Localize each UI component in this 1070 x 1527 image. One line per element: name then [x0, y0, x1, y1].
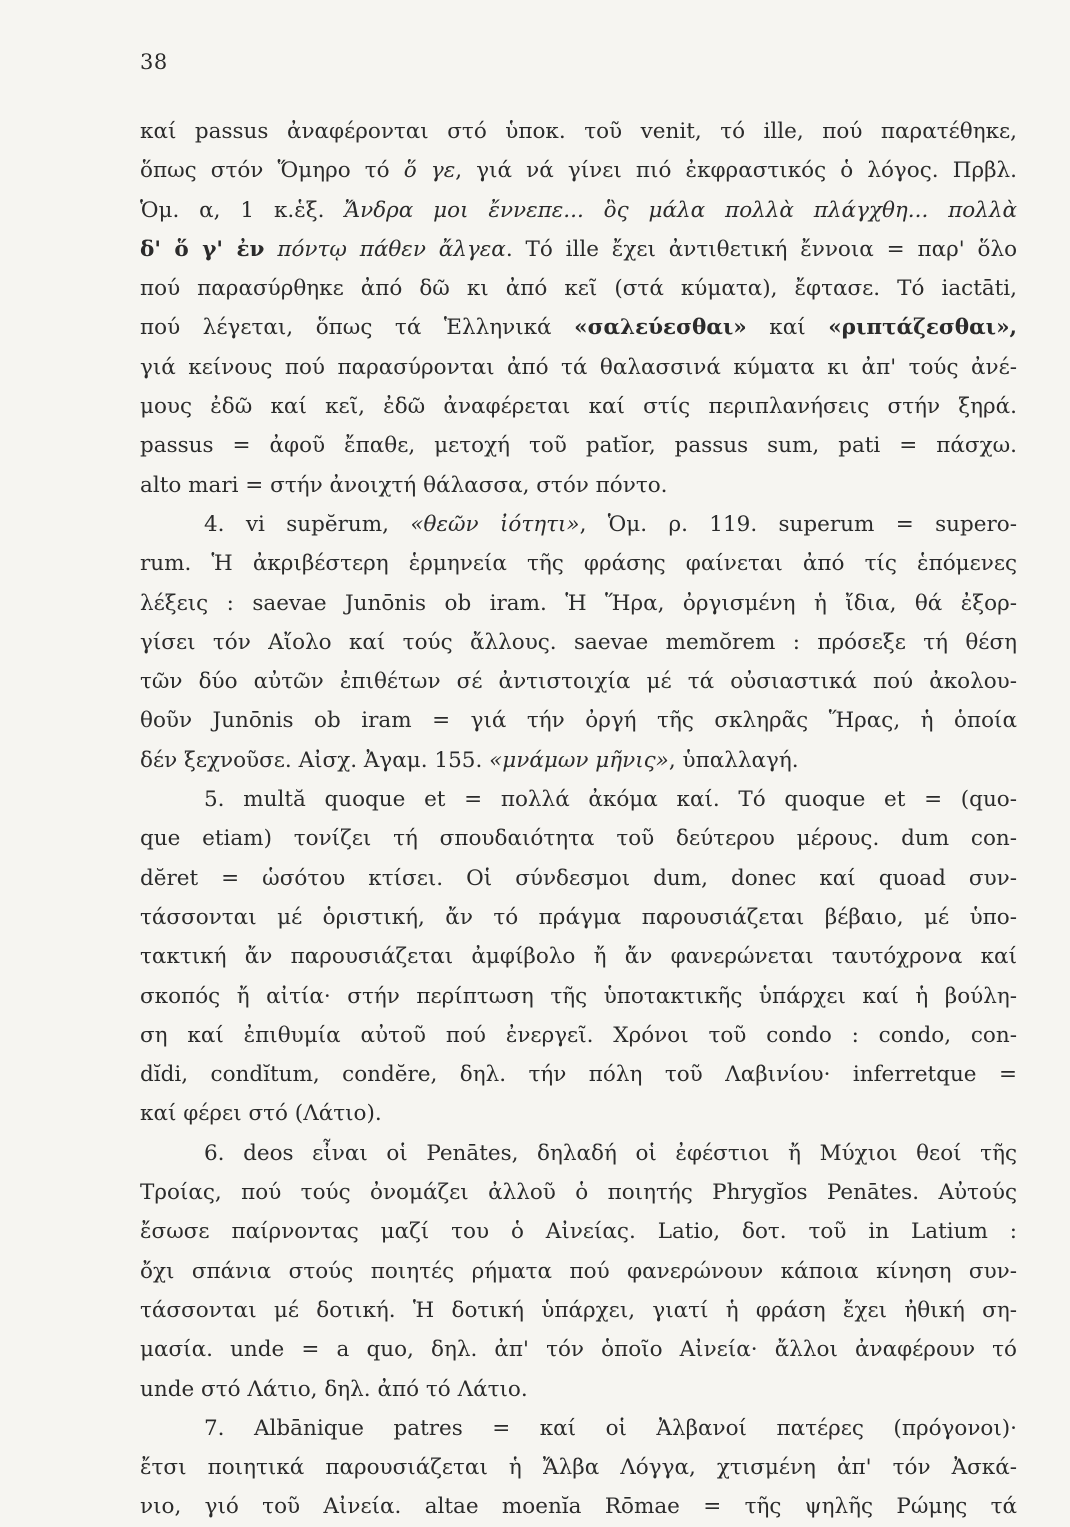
- text-segment: unde στό Λάτιο, δηλ. ἀπό τό Λάτιο.: [140, 1376, 528, 1402]
- text-line: [140, 1291, 1017, 1330]
- text-segment: alto mari = στήν ἀνοιχτή θάλασσα, στόν πόντο.: [140, 472, 668, 498]
- text-line: [140, 1173, 1017, 1212]
- text-segment: τάσσονται μέ δοτική. Ἡ δοτική ὑπάρχει, γιατί ἡ φράση ἔχει ἠθική ση-: [140, 1297, 1017, 1323]
- text-line: [140, 1370, 1017, 1409]
- text-body: [140, 112, 1017, 1527]
- page-number: 38: [140, 50, 168, 74]
- text-segment: δέν ξεχνοῦσε. Αἰσχ. Ἀγαμ. 155.: [140, 747, 490, 773]
- text-segment: τάσσονται μέ ὁριστική, ἄν τό πράγμα παρουσιάζεται βέβαιο, μέ ὑπο-: [140, 904, 1017, 930]
- text-line: [140, 780, 1017, 819]
- text-segment: passus = ἀφοῦ ἔπαθε, μετοχή τοῦ patĭor, passus sum, pati = πάσχω.: [140, 433, 1017, 459]
- text-segment: Ὁμ. α, 1 κ.ἑξ.: [140, 197, 345, 223]
- text-segment: Τροίας, πού τούς ὀνομάζει ἀλλοῦ ὁ ποιητής Phrygĭos Penātes. Αὐτούς: [140, 1180, 1017, 1206]
- text-segment: καί φέρει στό (Λάτιο).: [140, 1101, 382, 1127]
- text-line: [140, 819, 1017, 858]
- text-segment: νιο, γιό τοῦ Αἰνεία. altae moenĭa Rōmae = τῆς ψηλῆς Ρώμης τά: [140, 1494, 1017, 1520]
- text-line: [140, 584, 1017, 623]
- text-line: [140, 1016, 1017, 1055]
- text-segment: «θεῶν ἰότητι»: [410, 511, 580, 537]
- text-line: [140, 1487, 1017, 1526]
- text-segment: θοῦν Junōnis ob iram = γιά τήν ὀργή τῆς σκληρᾶς Ἥρας, ἡ ὁποία: [140, 708, 1017, 734]
- text-segment: 6. deos εἶναι οἱ Penātes, δηλαδή οἱ ἐφέστιοι ἤ Μύχιοι θεοί τῆς: [204, 1140, 1017, 1166]
- text-segment: ἔτσι ποιητικά παρουσιάζεται ἡ Ἄλβα Λόγγα, χτισμένη ἀπ' τόν Ἀσκά-: [140, 1455, 1017, 1481]
- text-segment: τῶν δύο αὐτῶν ἐπιθέτων σέ ἀντιστοιχία μέ τά οὐσιαστικά πού ἀκολου-: [140, 669, 1017, 695]
- text-line: [140, 1448, 1017, 1487]
- text-segment: . Τό ille ἔχει ἀντιθετική ἔννοια = παρ' ὅλο: [505, 236, 1017, 262]
- text-line: [140, 112, 1017, 151]
- text-line: [140, 544, 1017, 583]
- text-segment: καί passus ἀναφέρονται στό ὑποκ. τοῦ venit, τό ille, πού παρατέθηκε,: [140, 119, 1017, 144]
- text-segment: Ἄνδρα μοι ἔννεπε... ὃς μάλα πολλὰ πλάγχθη... πολλὰ: [344, 197, 1017, 223]
- text-segment: , ὑπαλλαγή.: [668, 747, 799, 773]
- text-segment: rum. Ἡ ἀκριβέστερη ἑρμηνεία τῆς φράσης φαίνεται ἀπό τίς ἑπόμενες: [140, 551, 1017, 577]
- text-line: [140, 1134, 1017, 1173]
- text-line: [140, 1094, 1017, 1133]
- text-segment: que etiam) τονίζει τή σπουδαιότητα τοῦ δεύτερου μέρους. dum con-: [140, 826, 1017, 852]
- text-segment: μους ἐδῶ καί κεῖ, ἐδῶ ἀναφέρεται καί στίς περιπλανήσεις στήν ξηρά.: [140, 394, 1017, 420]
- text-line: [140, 191, 1017, 230]
- text-line: [140, 269, 1017, 308]
- text-line: [140, 1055, 1017, 1094]
- text-line: [140, 151, 1017, 190]
- text-line: [140, 230, 1017, 269]
- text-segment: «ριπτάζεσθαι»,: [828, 315, 1017, 341]
- text-line: [140, 1212, 1017, 1251]
- text-line: [140, 977, 1017, 1016]
- text-line: [140, 426, 1017, 465]
- text-segment: 5. multă quoque et = πολλά ἀκόμα καί. Τό quoque et = (quo-: [204, 787, 1017, 813]
- text-segment: καί: [746, 315, 829, 341]
- text-line: [140, 662, 1017, 701]
- text-segment: dĕret = ὡσότου κτίσει. Οἱ σύνδεσμοι dum, donec καί quoad συν-: [140, 865, 1017, 891]
- text-line: [140, 898, 1017, 937]
- text-segment: ση καί ἐπιθυμία αὐτοῦ πού ἐνεργεῖ. Χρόνοι τοῦ condo : condo, con-: [140, 1022, 1017, 1048]
- text-line: [140, 623, 1017, 662]
- text-line: [140, 505, 1017, 544]
- text-segment: μασία. unde = a quo, δηλ. ἀπ' τόν ὁποῖο Αἰνεία· ἄλλοι ἀναφέρουν τό: [140, 1337, 1017, 1363]
- text-segment: πόντῳ πάθεν ἄλγεα: [264, 236, 506, 262]
- text-segment: , γιά νά γίνει πιό ἐκφραστικός ὁ λόγος. Πρβλ.: [455, 158, 1017, 184]
- text-line: [140, 1409, 1017, 1448]
- text-segment: πού παρασύρθηκε ἀπό δῶ κι ἀπό κεῖ (στά κύματα), ἔφτασε. Τό iactāti,: [140, 276, 1017, 302]
- text-line: [140, 1330, 1017, 1369]
- text-line: [140, 701, 1017, 740]
- text-segment: τακτική ἄν παρουσιάζεται ἀμφίβολο ἤ ἄν φανερώνεται ταυτόχρονα καί: [140, 944, 1017, 970]
- text-segment: «σαλεύεσθαι»: [574, 315, 747, 341]
- text-segment: γιά κείνους πού παρασύρονται ἀπό τά θαλασσινά κύματα κι ἀπ' τούς ἀνέ-: [140, 354, 1017, 380]
- text-line: [140, 1252, 1017, 1291]
- text-segment: dĭdi, condĭtum, condĕre, δηλ. τήν πόλη τοῦ Λαβινίου· inferretque =: [140, 1062, 1017, 1088]
- text-line: [140, 308, 1017, 347]
- text-line: [140, 348, 1017, 387]
- text-line: [140, 937, 1017, 976]
- text-segment: 4. vi supĕrum,: [204, 511, 411, 537]
- text-line: [140, 741, 1017, 780]
- text-segment: «μνάμων μῆνις»: [489, 747, 669, 773]
- text-segment: ὅ γε: [403, 158, 456, 184]
- text-line: [140, 466, 1017, 505]
- text-segment: ὅπως στόν Ὅμηρο τό: [140, 158, 404, 184]
- text-segment: ἔσωσε παίρνοντας μαζί του ὁ Αἰνείας. Latio, δοτ. τοῦ in Latium :: [140, 1219, 1017, 1245]
- text-segment: 7. Albānique patres = καί οἱ Ἀλβανοί πατέρες (πρόγονοι)·: [204, 1415, 1017, 1441]
- text-segment: ὄχι σπάνια στούς ποιητές ρήματα πού φανερώνουν κάποια κίνηση συν-: [140, 1258, 1017, 1284]
- text-line: [140, 387, 1017, 426]
- text-segment: , Ὁμ. ρ. 119. superum = supero-: [579, 511, 1017, 537]
- text-segment: γίσει τόν Αἴολο καί τούς ἄλλους. saevae memŏrem : πρόσεξε τή θέση: [140, 629, 1017, 655]
- text-segment: σκοπός ἤ αἰτία· στήν περίπτωση τῆς ὑποτακτικῆς ὑπάρχει καί ἡ βούλη-: [140, 983, 1017, 1009]
- text-segment: λέξεις : saevae Junōnis ob iram. Ἡ Ἥρα, ὀργισμένη ἡ ἴδια, θά ἐξορ-: [140, 590, 1017, 616]
- text-line: [140, 859, 1017, 898]
- text-segment: δ' ὅ γ' ἐν: [140, 236, 265, 262]
- text-segment: πού λέγεται, ὅπως τά Ἑλληνικά: [140, 315, 575, 341]
